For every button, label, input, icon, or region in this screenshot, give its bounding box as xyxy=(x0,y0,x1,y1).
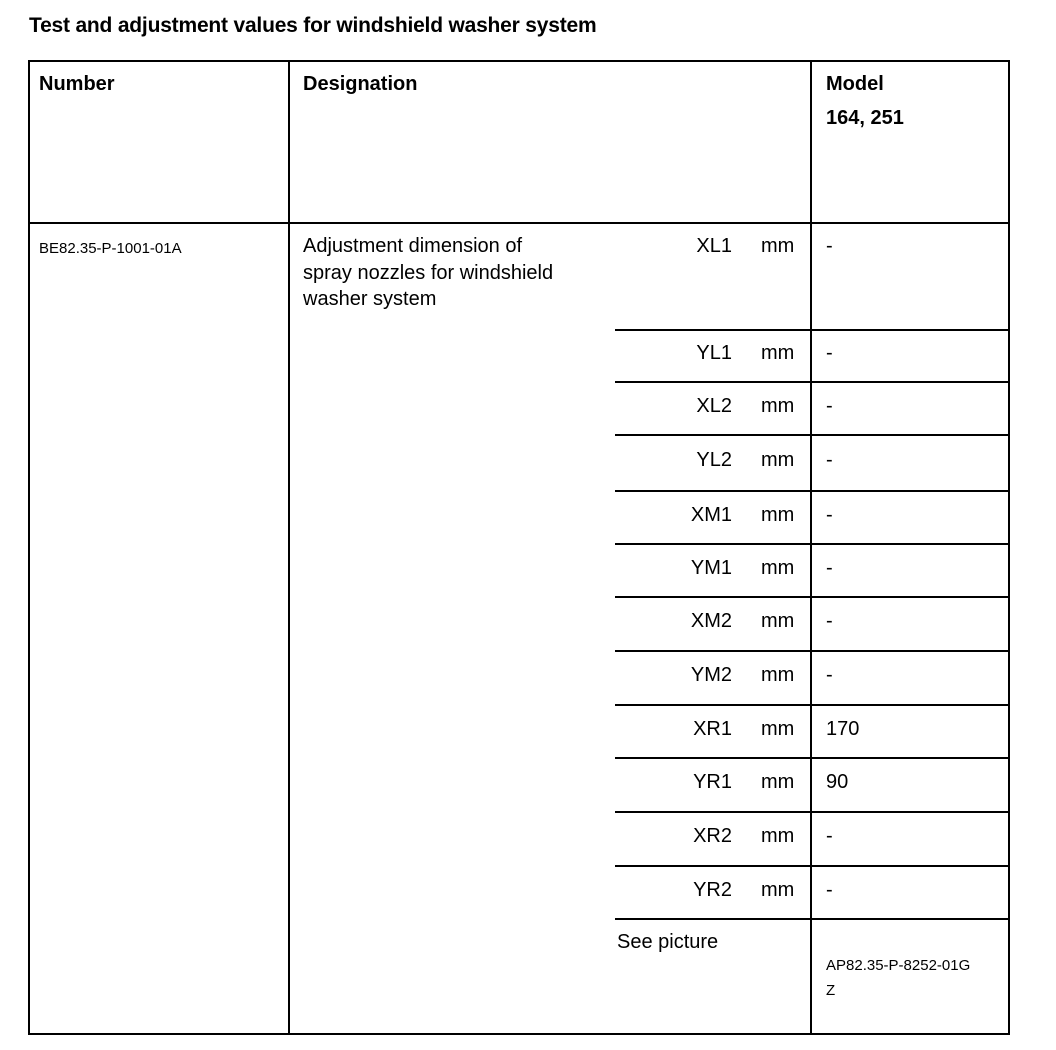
row-divider xyxy=(615,543,1010,545)
value-unit: mm xyxy=(761,235,795,257)
model-value: - xyxy=(826,879,833,901)
value-unit: mm xyxy=(761,449,795,471)
designation-line-3: washer system xyxy=(303,288,437,310)
picture-reference-suffix: Z xyxy=(826,982,836,999)
column-divider-number xyxy=(288,60,290,1035)
header-number: Number xyxy=(39,73,115,95)
model-value: - xyxy=(826,235,833,257)
row-divider xyxy=(615,650,1010,652)
value-code: XM1 xyxy=(690,504,732,526)
value-unit: mm xyxy=(761,825,795,847)
row-divider xyxy=(615,757,1010,759)
value-unit: mm xyxy=(761,557,795,579)
row-divider xyxy=(615,596,1010,598)
see-picture-label: See picture xyxy=(617,931,719,953)
value-unit: mm xyxy=(761,879,795,901)
model-value: 170 xyxy=(826,718,860,740)
header-designation: Designation xyxy=(303,73,418,95)
value-code: XM2 xyxy=(690,610,732,632)
header-model: Model xyxy=(826,73,884,95)
value-code: XR2 xyxy=(693,825,732,847)
model-value: - xyxy=(826,664,833,686)
value-unit: mm xyxy=(761,718,795,740)
value-code: YM2 xyxy=(690,664,732,686)
value-code: YR1 xyxy=(693,771,732,793)
header-model-values: 164, 251 xyxy=(826,107,904,129)
value-unit: mm xyxy=(761,395,795,417)
model-value: - xyxy=(826,504,833,526)
value-unit: mm xyxy=(761,664,795,686)
row-divider xyxy=(615,381,1010,383)
value-unit: mm xyxy=(761,504,795,526)
value-unit: mm xyxy=(761,610,795,632)
document-title: Test and adjustment values for windshield washer system xyxy=(29,14,597,37)
row-divider xyxy=(615,329,1010,331)
value-code: XR1 xyxy=(693,718,732,740)
value-code: YR2 xyxy=(693,879,732,901)
model-value: - xyxy=(826,449,833,471)
picture-reference: AP82.35-P-8252-01G xyxy=(826,957,971,974)
designation-line-1: Adjustment dimension of xyxy=(303,235,523,257)
model-value: - xyxy=(826,825,833,847)
row-divider xyxy=(615,865,1010,867)
row-divider xyxy=(615,918,1010,920)
column-divider-model xyxy=(810,60,812,1035)
model-value: 90 xyxy=(826,771,849,793)
value-unit: mm xyxy=(761,342,795,364)
designation-line-2: spray nozzles for windshield xyxy=(303,262,554,284)
value-unit: mm xyxy=(761,771,795,793)
value-code: XL1 xyxy=(696,235,732,257)
value-code: YL2 xyxy=(696,449,732,471)
value-code: YM1 xyxy=(690,557,732,579)
row-divider xyxy=(615,704,1010,706)
row-divider xyxy=(615,434,1010,436)
value-code: YL1 xyxy=(696,342,732,364)
model-value: - xyxy=(826,610,833,632)
model-value: - xyxy=(826,557,833,579)
header-divider xyxy=(28,222,1010,224)
value-code: XL2 xyxy=(696,395,732,417)
model-value: - xyxy=(826,395,833,417)
row-number: BE82.35-P-1001-01A xyxy=(39,240,182,257)
adjustment-values-table xyxy=(28,60,1010,1035)
row-divider xyxy=(615,811,1010,813)
model-value: - xyxy=(826,342,833,364)
row-divider xyxy=(615,490,1010,492)
